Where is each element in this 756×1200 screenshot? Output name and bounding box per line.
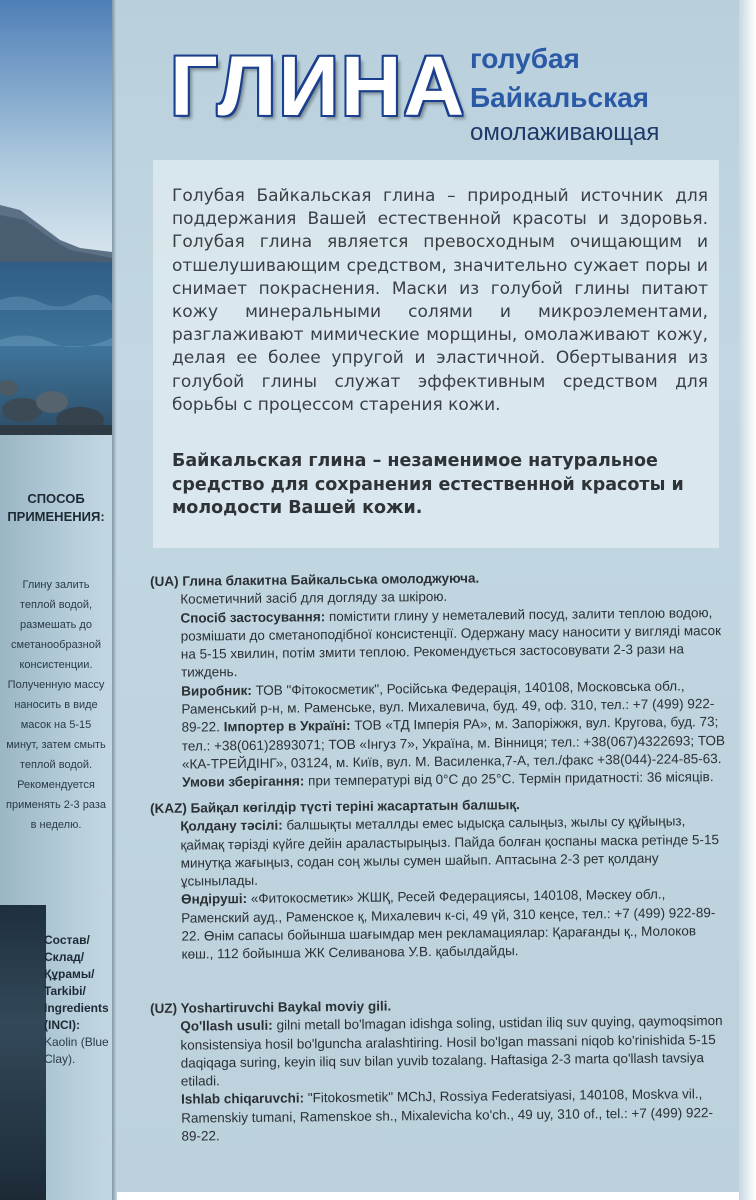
kaz-section — [150, 794, 732, 965]
ua-section — [150, 567, 732, 793]
ua-storage-text: при температурі від 0°С до 25°С. Термін придатності: 36 місяців. — [308, 769, 714, 789]
uz-section — [150, 994, 732, 1146]
product-subtitle-3: омолаживающая — [470, 119, 660, 146]
uz-maker — [151, 1085, 732, 1146]
product-subtitle-1: голубая — [470, 43, 580, 74]
ua-maker — [151, 677, 732, 775]
ua-maker-label: Виробник: — [181, 682, 252, 699]
kaz-maker-text: «Фитокосметик» ЖШҚ, Ресей Федерациясы, 140108, Мәскеу обл., Раменский ауд., Раменское қ, Михалевич к-сі, 49 үй, 310 кеңсе, тел.: +7 (499) 922-89-22. Өнім сапасы бойынша шағымдар мен рекламациялар: Қарағанды қ., Молоков көш., 112 бойынша ЖК Селиванова У.В. қабылдайды. — [181, 887, 716, 963]
ua-importer-text: ТОВ «ТД Імперія РА», м. Запоріжжя, вул. Кругова, буд. 73; тел.: +38(061)2893071; ТОВ «Інгуз 7», Україна, м. Вінниця; тел.: +38(067)4322693; ТОВ «КА-ТРЕЙДІНГ», 03124, м. Київ, вул. М. Василенка,7-А, тел./факс +38(044)-224-85-63. — [181, 714, 726, 772]
ingredients-label: Состав/ Склад/ Құрамы/ Tarkibi/ Ingredients (INCI): — [44, 933, 109, 1032]
ingredients-value: Kaolin (Blue Clay). — [44, 1035, 109, 1066]
method-title: СПОСОБ ПРИМЕНЕНИЯ: — [7, 491, 105, 524]
kaz-usage-label: Қолдану тәсілі: — [180, 817, 283, 834]
uz-usage-text: gilni metall bo'lmagan idishga soling, ustidan iliq suv quying, qaymoqsimon konsistensiya hosil bo'lguncha aralashtiring. Hosil bo'lgan massani niqob ko'rinishida 5-15 daqiqaga suring, keyin iliq suv bilan yuvib tozalang. Haftasiga 2-3 marta qo'llash tavsiya etiladi. — [180, 1013, 723, 1089]
ua-line-1: Косметичний засіб для догляду за шкірою. — [180, 589, 448, 607]
kaz-title: (KAZ) Байқал көгілдір түсті теріні жасартатын балшық. — [150, 797, 520, 816]
kaz-usage — [150, 812, 731, 891]
ua-importer-label: Імпортер в Україні: — [223, 718, 351, 735]
ua-storage-label: Умови зберігання: — [182, 773, 305, 790]
ua-usage — [150, 604, 731, 683]
description-text: Голубая Байкальская глина – природный источник для поддержания Вашей естественной красоты и здоровья. Голубая глина является превосходным очищающим и отшелушивающим средством, значительно сужает поры и снимает покраснения. Маски из голубой глины питают кожу минеральными солями и микроэлементами, разглаживают мимические морщины, омолаживают кожу, делая ее более упругой и эластичной. Обертывания из голубой глины служат эффективным средством для борьбы с процессом старения кожи. — [172, 186, 708, 415]
box-side-panel — [0, 0, 112, 1200]
uz-title: (UZ) Yoshartiruvchi Baykal moviy gili. — [150, 998, 392, 1016]
box-right-edge — [739, 0, 756, 1200]
ua-maker-text: ТОВ "Фітокосметик", Російська Федерація, 140108, Московська обл., Раменський р-н, м. Раменське, вул. Михалевича, буд. 49, оф. 310, тел.: +7 (499) 922-89-22. — [181, 678, 715, 736]
kaz-usage-text: балшықты металлды емес ыдысқа салыңыз, жылы су құйыңыз, қаймақ тәрізді күйге дейін араластырыңыз. Пайда болған қоспаны маска ретінде 5-15 минутқа жағыңыз, содан соң жылы сумен шайып. Аптасына 2-3 рет қолдану ұсынылады. — [180, 813, 720, 889]
product-subtitle-2: Байкальская — [470, 82, 649, 113]
method-text: Глину залить теплой водой, размешать до сметанообразной консистенции. Полученную массу наносить в виде масок на 5-15 минут, затем смыть теплой водой. Рекомендуется применять 2-3 раза в неделю. — [6, 579, 106, 831]
dark-band — [0, 905, 46, 1200]
uz-usage — [150, 1012, 731, 1091]
uz-maker-label: Ishlab chiqaruvchi: — [180, 1090, 305, 1108]
kaz-maker-label: Өндіруші: — [180, 891, 248, 908]
uz-usage-label: Qo'llash usuli: — [180, 1018, 273, 1034]
ua-usage-label: Спосіб застосування: — [180, 608, 326, 626]
ingredients — [44, 915, 110, 1068]
lake-baikal-photo — [0, 0, 112, 435]
kaz-maker — [151, 885, 732, 964]
ua-usage-text: помістити глину у неметалевий посуд, залити теплою водою, розмішати до сметаноподібної консистенції. Одержану масу наносити у вигляді масок на 5-15 хвилин, потім змити теплою. Рекомендується застосовувати 2-3 рази на тиждень. — [180, 604, 722, 681]
uz-maker-text: "Fitokosmetik" MChJ, Rossiya Federatsiyasi, 140108, Moskva vil., Ramenskiy tumani, Ramenskoe sh., Mixalevicha ko'ch., 49 uy, 310 of., tel.: +7 (499) 922-89-22. — [181, 1086, 714, 1144]
lake-photo-graphic — [0, 0, 112, 435]
ua-title: (UA) Глина блакитна Байкальська омолоджуюча. — [150, 570, 480, 589]
description-bold: Байкальская глина – незаменимое натуральное средство для сохранения естественной красоты и молодости Вашей кожи. — [172, 451, 684, 518]
product-title: ГЛИНА — [170, 39, 467, 133]
